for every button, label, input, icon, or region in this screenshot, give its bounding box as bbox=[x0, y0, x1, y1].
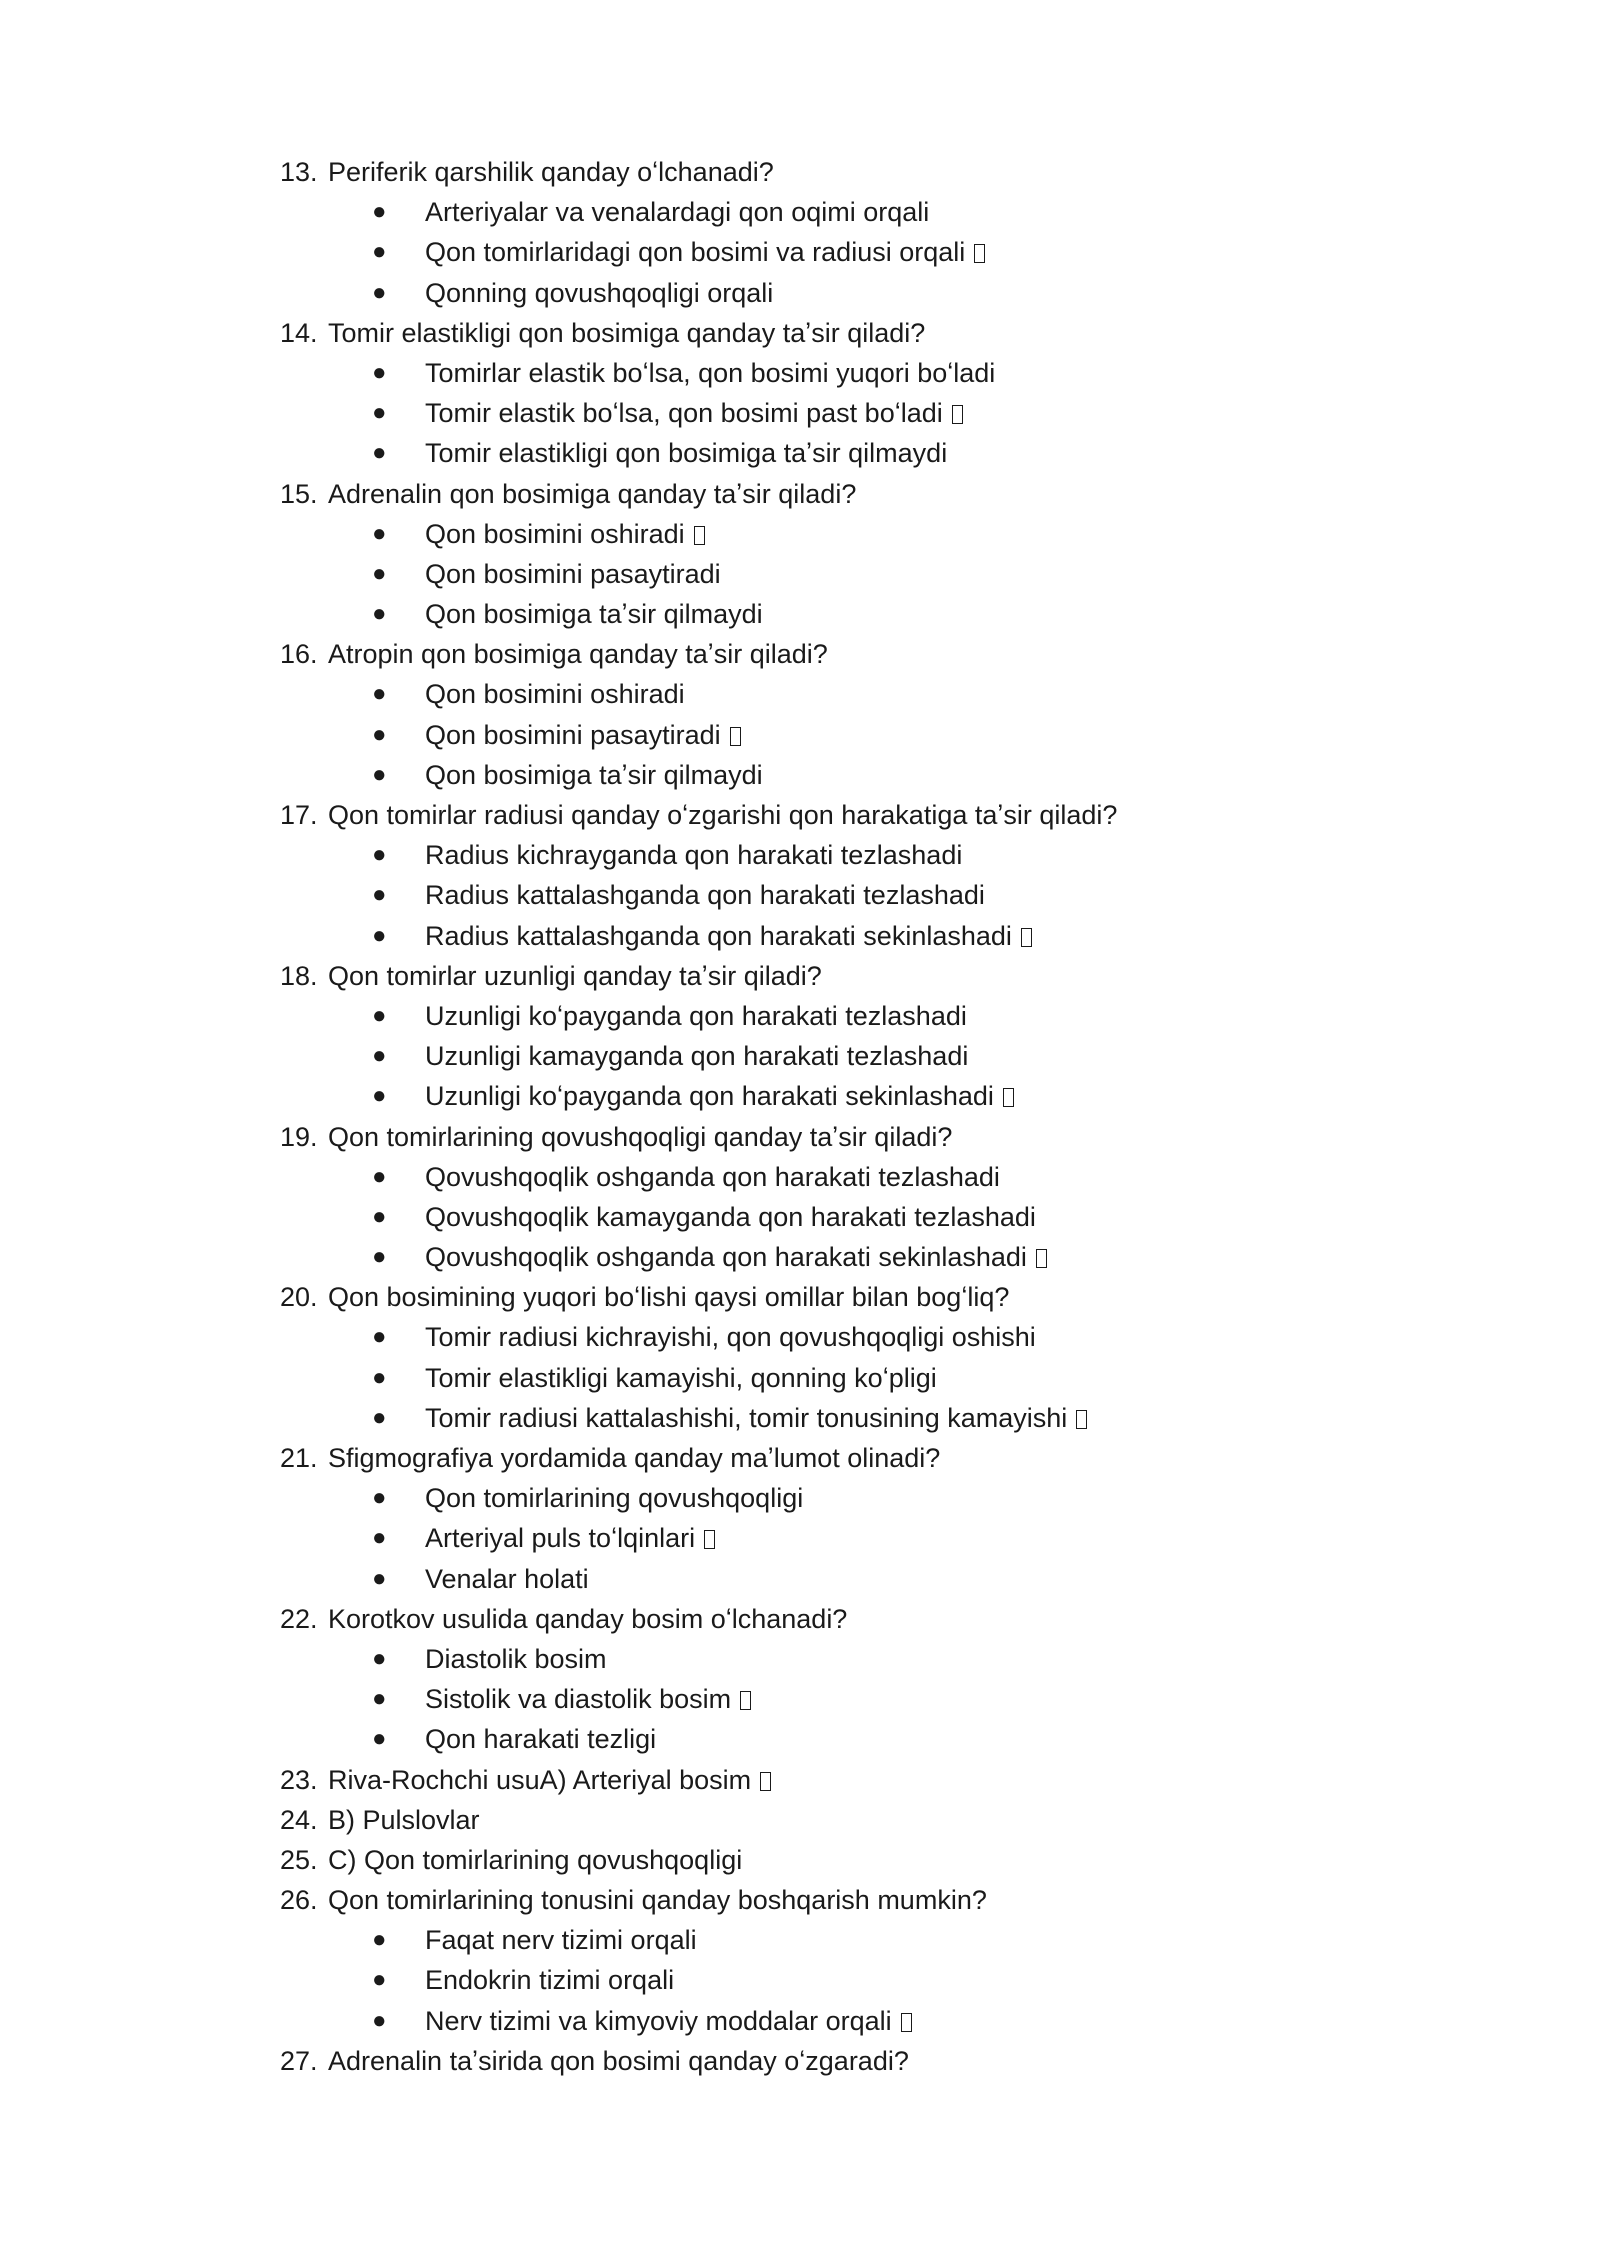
option-text-wrap bbox=[425, 433, 947, 473]
question-text-wrap bbox=[328, 1760, 771, 1800]
option-text: Qon bosimini pasaytiradi bbox=[425, 719, 721, 750]
option-text-wrap bbox=[425, 1559, 589, 1599]
bullet-icon: ● bbox=[372, 2006, 387, 2034]
question-text-wrap bbox=[328, 1599, 847, 1639]
question-text-wrap bbox=[328, 1800, 480, 1840]
bullet-icon: ● bbox=[372, 1082, 387, 1110]
option-text-wrap bbox=[425, 1518, 715, 1558]
option-text: Tomirlar elastik boʻlsa, qon bosimi yuqori boʻladi bbox=[425, 357, 996, 388]
bullet-icon: ● bbox=[372, 198, 387, 226]
option-text-wrap bbox=[425, 715, 741, 755]
question-text-wrap bbox=[328, 1438, 940, 1478]
question-item bbox=[280, 313, 1380, 353]
correct-answer-icon bbox=[974, 244, 985, 263]
correct-answer-icon bbox=[730, 727, 741, 746]
option-text: Qon bosimiga taʼsir qilmaydi bbox=[425, 759, 763, 790]
option-text-wrap bbox=[425, 192, 929, 232]
option-text-wrap bbox=[425, 1920, 697, 1960]
bullet-icon: ● bbox=[372, 559, 387, 587]
answer-option bbox=[280, 514, 1380, 554]
answer-option bbox=[280, 554, 1380, 594]
answer-option bbox=[280, 2001, 1380, 2041]
answer-option bbox=[280, 1518, 1380, 1558]
answer-option bbox=[280, 1398, 1380, 1438]
option-text-wrap bbox=[425, 916, 1032, 956]
option-text-wrap bbox=[425, 1719, 656, 1759]
question-text-wrap bbox=[328, 634, 828, 674]
question-text-wrap bbox=[328, 956, 822, 996]
bullet-icon: ● bbox=[372, 1001, 387, 1029]
question-item bbox=[280, 1438, 1380, 1478]
option-text-wrap bbox=[425, 594, 763, 634]
option-text: Tomir elastikligi kamayishi, qonning koʻpligi bbox=[425, 1362, 937, 1393]
answer-option bbox=[280, 1317, 1380, 1357]
bullet-icon: ● bbox=[372, 1243, 387, 1271]
answer-option bbox=[280, 1076, 1380, 1116]
option-text: Qonning qovushqoqligi orqali bbox=[425, 277, 774, 308]
question-number: 20. bbox=[280, 1282, 318, 1313]
answer-option bbox=[280, 755, 1380, 795]
answer-option bbox=[280, 1478, 1380, 1518]
bullet-icon: ● bbox=[372, 1685, 387, 1713]
question-text: Adrenalin taʼsirida qon bosimi qanday oʻzgaradi? bbox=[328, 2045, 909, 2076]
question-text-wrap bbox=[328, 152, 774, 192]
bullet-icon: ● bbox=[372, 1966, 387, 1994]
correct-answer-icon bbox=[1021, 928, 1032, 947]
correct-answer-icon bbox=[952, 405, 963, 424]
bullet-icon: ● bbox=[372, 1484, 387, 1512]
answer-option bbox=[280, 1639, 1380, 1679]
option-text: Qovushqoqlik kamayganda qon harakati tezlashadi bbox=[425, 1201, 1036, 1232]
option-text: Qon bosimiga taʼsir qilmaydi bbox=[425, 599, 763, 630]
question-list bbox=[280, 152, 1380, 2081]
question-text: Adrenalin qon bosimiga qanday taʼsir qiladi? bbox=[328, 478, 857, 509]
option-text: Endokrin tizimi orqali bbox=[425, 1965, 675, 1996]
option-text: Qon tomirlarining qovushqoqligi bbox=[425, 1483, 804, 1514]
answer-option bbox=[280, 835, 1380, 875]
bullet-icon: ● bbox=[372, 600, 387, 628]
option-text: Qon bosimini oshiradi bbox=[425, 518, 685, 549]
correct-answer-icon bbox=[1076, 1410, 1087, 1429]
question-text: Korotkov usulida qanday bosim oʻlchanadi? bbox=[328, 1603, 848, 1634]
question-number: 13. bbox=[280, 157, 318, 187]
question-text: Qon tomirlarining tonusini qanday boshqarish mumkin? bbox=[328, 1885, 987, 1916]
option-text-wrap bbox=[425, 1679, 751, 1719]
question-text: Tomir elastikligi qon bosimiga qanday taʼsir qiladi? bbox=[328, 317, 926, 348]
option-text-wrap bbox=[425, 1157, 1000, 1197]
answer-option bbox=[280, 192, 1380, 232]
question-text-wrap bbox=[328, 1880, 987, 1920]
question-item bbox=[280, 1760, 1380, 1800]
question-item bbox=[280, 1800, 1380, 1840]
option-text-wrap bbox=[425, 1036, 968, 1076]
bullet-icon: ● bbox=[372, 238, 387, 266]
question-text: B) Pulslovlar bbox=[328, 1804, 480, 1835]
option-text: Radius kattalashganda qon harakati sekinlashadi bbox=[425, 920, 1012, 951]
bullet-icon: ● bbox=[372, 1644, 387, 1672]
option-text-wrap bbox=[425, 835, 962, 875]
question-item bbox=[280, 1840, 1380, 1880]
bullet-icon: ● bbox=[372, 1725, 387, 1753]
bullet-icon: ● bbox=[372, 1403, 387, 1431]
question-text-wrap bbox=[328, 474, 856, 514]
answer-option bbox=[280, 916, 1380, 956]
question-text: Qon tomirlar uzunligi qanday taʼsir qiladi? bbox=[328, 960, 822, 991]
answer-option bbox=[280, 1358, 1380, 1398]
question-number: 15. bbox=[280, 478, 318, 509]
option-text-wrap bbox=[425, 996, 967, 1036]
correct-answer-icon bbox=[1036, 1249, 1047, 1268]
question-item bbox=[280, 1117, 1380, 1157]
bullet-icon: ● bbox=[372, 358, 387, 386]
option-text-wrap bbox=[425, 2001, 912, 2041]
question-number: 19. bbox=[280, 1121, 318, 1152]
question-text-wrap bbox=[328, 1277, 1009, 1317]
option-text: Sistolik va diastolik bosim bbox=[425, 1684, 732, 1715]
answer-option bbox=[280, 1679, 1380, 1719]
option-text: Qon bosimini oshiradi bbox=[425, 679, 685, 710]
answer-option bbox=[280, 674, 1380, 714]
answer-option bbox=[280, 353, 1380, 393]
bullet-icon: ● bbox=[372, 1524, 387, 1552]
option-text: Qon bosimini pasaytiradi bbox=[425, 558, 721, 589]
question-text-wrap bbox=[328, 313, 925, 353]
option-text: Qovushqoqlik oshganda qon harakati sekinlashadi bbox=[425, 1242, 1027, 1273]
answer-option bbox=[280, 393, 1380, 433]
answer-option bbox=[280, 875, 1380, 915]
question-item bbox=[280, 1277, 1380, 1317]
option-text-wrap bbox=[425, 1197, 1036, 1237]
option-text: Uzunligi koʻpayganda qon harakati tezlashadi bbox=[425, 1000, 967, 1031]
question-text: Atropin qon bosimiga qanday taʼsir qiladi? bbox=[328, 639, 828, 670]
question-number: 25. bbox=[280, 1844, 318, 1875]
option-text-wrap bbox=[425, 393, 963, 433]
option-text: Arteriyalar va venalardagi qon oqimi orqali bbox=[425, 197, 930, 228]
bullet-icon: ● bbox=[372, 881, 387, 909]
correct-answer-icon bbox=[740, 1691, 751, 1710]
bullet-icon: ● bbox=[372, 1162, 387, 1190]
bullet-icon: ● bbox=[372, 720, 387, 748]
question-text: C) Qon tomirlarining qovushqoqligi bbox=[328, 1844, 743, 1875]
question-number: 14. bbox=[280, 317, 318, 348]
option-text: Nerv tizimi va kimyoviy moddalar orqali bbox=[425, 2005, 892, 2036]
option-text-wrap bbox=[425, 1960, 674, 2000]
bullet-icon: ● bbox=[372, 760, 387, 788]
bullet-icon: ● bbox=[372, 1323, 387, 1351]
bullet-icon: ● bbox=[372, 680, 387, 708]
question-number: 26. bbox=[280, 1885, 318, 1916]
bullet-icon: ● bbox=[372, 519, 387, 547]
option-text: Uzunligi kamayganda qon harakati tezlashadi bbox=[425, 1041, 969, 1072]
option-text: Qon tomirlaridagi qon bosimi va radiusi orqali bbox=[425, 237, 966, 268]
question-number: 27. bbox=[280, 2045, 318, 2076]
question-text-wrap bbox=[328, 1117, 952, 1157]
answer-option bbox=[280, 1157, 1380, 1197]
question-text-wrap bbox=[328, 1840, 742, 1880]
option-text-wrap bbox=[425, 1358, 937, 1398]
option-text: Diastolik bosim bbox=[425, 1643, 607, 1674]
bullet-icon: ● bbox=[372, 1926, 387, 1954]
option-text: Qon harakati tezligi bbox=[425, 1724, 657, 1755]
answer-option bbox=[280, 715, 1380, 755]
question-text: Qon tomirlar radiusi qanday oʻzgarishi qon harakatiga taʼsir qiladi? bbox=[328, 800, 1118, 830]
option-text: Tomir elastik boʻlsa, qon bosimi past boʻladi bbox=[425, 398, 943, 429]
option-text-wrap bbox=[425, 353, 995, 393]
correct-answer-icon bbox=[694, 526, 705, 545]
answer-option bbox=[280, 1719, 1380, 1759]
question-text: Qon bosimining yuqori boʻlishi qaysi omillar bilan bogʻliq? bbox=[328, 1282, 1010, 1313]
correct-answer-icon bbox=[1003, 1088, 1014, 1107]
question-number: 18. bbox=[280, 960, 318, 991]
option-text: Venalar holati bbox=[425, 1563, 589, 1594]
question-text: Riva-Rochchi usuA) Arteriyal bosim bbox=[328, 1764, 752, 1795]
question-item bbox=[280, 1880, 1380, 1920]
answer-option bbox=[280, 232, 1380, 272]
bullet-icon: ● bbox=[372, 921, 387, 949]
option-text: Tomir radiusi kichrayishi, qon qovushqoqligi oshishi bbox=[425, 1322, 1036, 1353]
option-text-wrap bbox=[425, 1317, 1036, 1357]
option-text-wrap bbox=[425, 232, 985, 272]
answer-option bbox=[280, 594, 1380, 634]
question-item bbox=[280, 152, 1380, 192]
question-item bbox=[280, 795, 1380, 835]
question-item bbox=[280, 1599, 1380, 1639]
option-text: Tomir radiusi kattalashishi, tomir tonusining kamayishi bbox=[425, 1402, 1068, 1433]
question-number: 23. bbox=[280, 1764, 318, 1795]
question-number: 16. bbox=[280, 639, 318, 670]
bullet-icon: ● bbox=[372, 1564, 387, 1592]
answer-option bbox=[280, 1920, 1380, 1960]
option-text-wrap bbox=[425, 755, 763, 795]
answer-option bbox=[280, 996, 1380, 1036]
question-text-wrap bbox=[328, 795, 1117, 835]
question-text: Qon tomirlarining qovushqoqligi qanday taʼsir qiladi? bbox=[328, 1121, 953, 1152]
question-item bbox=[280, 2041, 1380, 2081]
option-text: Tomir elastikligi qon bosimiga taʼsir qilmaydi bbox=[425, 438, 948, 469]
bullet-icon: ● bbox=[372, 1202, 387, 1230]
question-number: 22. bbox=[280, 1603, 318, 1634]
option-text: Arteriyal puls toʻlqinlari bbox=[425, 1523, 696, 1554]
bullet-icon: ● bbox=[372, 399, 387, 427]
question-text: Periferik qarshilik qanday oʻlchanadi? bbox=[328, 157, 774, 187]
correct-answer-icon bbox=[704, 1530, 715, 1549]
answer-option bbox=[280, 1197, 1380, 1237]
option-text-wrap bbox=[425, 1478, 803, 1518]
option-text-wrap bbox=[425, 875, 985, 915]
option-text-wrap bbox=[425, 514, 705, 554]
question-number: 24. bbox=[280, 1804, 318, 1835]
option-text: Radius kichrayganda qon harakati tezlashadi bbox=[425, 840, 963, 871]
bullet-icon: ● bbox=[372, 841, 387, 869]
bullet-icon: ● bbox=[372, 1042, 387, 1070]
option-text: Faqat nerv tizimi orqali bbox=[425, 1925, 697, 1956]
question-item bbox=[280, 634, 1380, 674]
question-text-wrap bbox=[328, 2041, 909, 2081]
answer-option bbox=[280, 273, 1380, 313]
answer-option bbox=[280, 1036, 1380, 1076]
answer-option bbox=[280, 1559, 1380, 1599]
question-text: Sfigmografiya yordamida qanday maʼlumot olinadi? bbox=[328, 1443, 941, 1473]
option-text-wrap bbox=[425, 554, 721, 594]
option-text: Qovushqoqlik oshganda qon harakati tezlashadi bbox=[425, 1161, 1000, 1192]
question-item bbox=[280, 474, 1380, 514]
option-text-wrap bbox=[425, 1076, 1014, 1116]
option-text-wrap bbox=[425, 674, 685, 714]
correct-answer-icon bbox=[760, 1772, 771, 1791]
correct-answer-icon bbox=[901, 2013, 912, 2032]
answer-option bbox=[280, 1960, 1380, 2000]
option-text: Uzunligi koʻpayganda qon harakati sekinlashadi bbox=[425, 1081, 994, 1112]
question-item bbox=[280, 956, 1380, 996]
question-number: 17. bbox=[280, 800, 318, 830]
question-number: 21. bbox=[280, 1443, 318, 1473]
option-text-wrap bbox=[425, 1639, 607, 1679]
bullet-icon: ● bbox=[372, 439, 387, 467]
option-text-wrap bbox=[425, 1398, 1087, 1438]
bullet-icon: ● bbox=[372, 1363, 387, 1391]
option-text-wrap bbox=[425, 273, 773, 313]
bullet-icon: ● bbox=[372, 278, 387, 306]
option-text: Radius kattalashganda qon harakati tezlashadi bbox=[425, 880, 985, 911]
answer-option bbox=[280, 1237, 1380, 1277]
answer-option bbox=[280, 433, 1380, 473]
option-text-wrap bbox=[425, 1237, 1047, 1277]
